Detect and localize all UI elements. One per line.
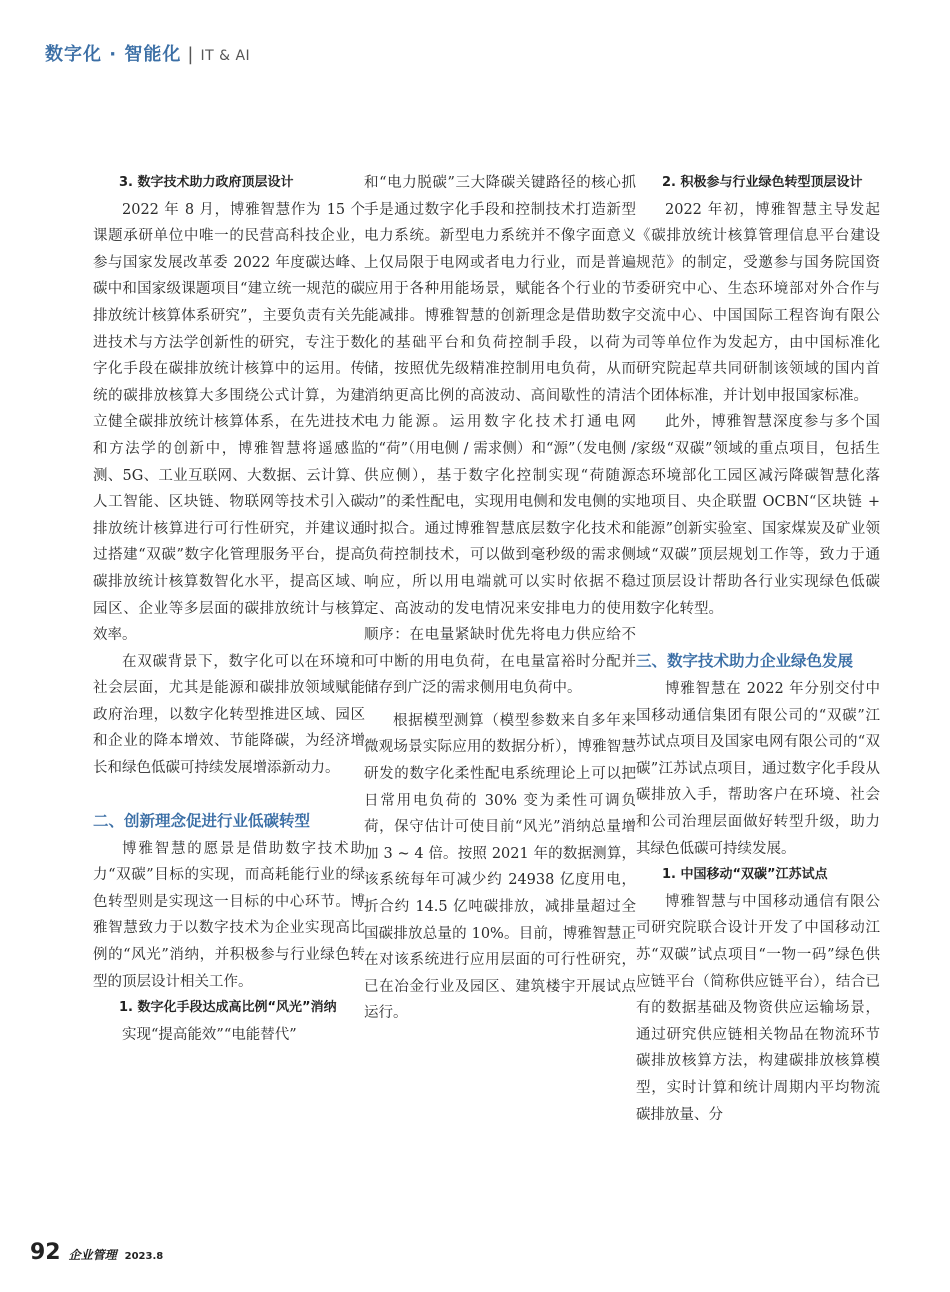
- paragraph: 2022 年初，博雅智慧主导发起《碳排放统计核算管理信息平台建设规范》的制定，受邀参与国务院国资委研究中心、生态环境部对外合作与交流中心、中国国际工程咨询有限公司等单位作为发起方，由中国标准化研究院起草共同研制该领域的国内首个团体标准，并计划申报国家标准。: [636, 201, 880, 404]
- running-header: [45, 40, 250, 66]
- subheading-china-mobile: 1. 中国移动“双碳”江苏试点: [662, 867, 828, 883]
- paragraph: 和“电力脱碳”三大降碳关键路径的核心抓手是通过数字化手段和控制技术打造新型电力系统。新型电力系统并不像字面意义上仅局限于电网或者电力行业，而是普遍应用于各种用能场景，赋能各个行业的节能减排。博雅智慧的创新理念是借助数字化的基础平台和负荷控制手段，以荷为储，按照优先级精准控制用电负荷，从而消纳更高比例的高波动、高间歇性的清洁电力能源。运用数字化技术打通电网的“荷”（用电侧 / 需求侧）和“源”（发电侧 / 供应侧），基于数字化控制实现“荷随源动”的柔性配电，实现用电侧和发电侧的实时拟合。通过博雅智慧底层数字化技术和负荷控制技术，可以做到毫秒级的需求侧响应，所以用电端就可以实时依据不稳定、高波动的发电情况来安排电力的使用顺序：在电量紧缺时优先将电力供应给不可中断的用电负荷，在电量富裕时分配并储存到广泛的需求侧用电负荷中。: [364, 175, 636, 697]
- subheading-wind-solar: 1. 数字化手段达成高比例“风光”消纳: [119, 1000, 337, 1016]
- header-title: 数字化 · 智能化: [45, 44, 182, 65]
- paragraph: 博雅智慧在 2022 年分别交付中国移动通信集团有限公司的“双碳”江苏试点项目及国家电网有限公司的“双碳”江苏试点项目，通过数字化手段从碳排放入手，帮助客户在环境、社会和公司治理层面做好转型升级，助力其绿色低碳可持续发展。: [636, 681, 880, 857]
- subheading-gov-design: 3. 数字技术助力政府顶层设计: [119, 175, 294, 190]
- header-subtitle: IT & AI: [200, 48, 251, 64]
- subheading-industry-design: 2. 积极参与行业绿色转型顶层设计: [662, 175, 863, 190]
- section-heading-3: 三、数字技术助力企业绿色发展: [636, 652, 854, 671]
- page-footer: [30, 1240, 163, 1265]
- paragraph: 此外，博雅智慧深度参与多个国家级“双碳”领域的重点项目，包括生态环境部化工园区减污降碳智慧化落地项目、央企联盟 OCBN“区块链 + 能源”创新实验室、国家煤炭及矿业领域“双碳”顶层规划工作等，致力于通过顶层设计帮助各行业实现绿色低碳数字化转型。: [636, 414, 880, 617]
- column-right: [636, 170, 880, 1128]
- section-heading-2: 二、创新理念促进行业低碳转型: [93, 811, 311, 830]
- issue-date: 2023.8: [124, 1251, 164, 1262]
- paragraph: 根据模型测算（模型参数来自多年来微观场景实际应用的数据分析），博雅智慧研发的数字化柔性配电系统理论上可以把日常用电负荷的 30% 变为柔性可调负荷，保守估计可使目前“风光”消纳总量增加 3 ~ 4 倍。按照 2021 年的数据测算，该系统每年可减少约 24938 亿度用电，折合约 14.5 亿吨碳排放，减排量超过全国碳排放总量的 10%。目前，博雅智慧正在对该系统进行应用层面的可行性研究，已在冶金行业及园区、建筑楼宇开展试点运行。: [364, 712, 636, 1022]
- page-number: 92: [30, 1240, 61, 1265]
- paragraph: 博雅智慧的愿景是借助数字技术助力“双碳”目标的实现，而高耗能行业的绿色转型则是实现这一目标的中心环节。博雅智慧致力于以数字技术为企业实现高比例的“风光”消纳，并积极参与行业绿色转型的顶层设计相关工作。: [93, 840, 365, 990]
- column-middle: [364, 170, 636, 1027]
- header-separator: |: [187, 44, 195, 65]
- paragraph: 在双碳背景下，数字化可以在环境和社会层面，尤其是能源和碳排放领域赋能政府治理，以数字化转型推进区域、园区和企业的降本增效、节能降碳，为经济增长和绿色低碳可持续发展增添新动力。: [93, 653, 365, 777]
- paragraph: 实现“提高能效”“电能替代”: [122, 1026, 297, 1043]
- column-left: [93, 170, 365, 1048]
- paragraph: 2022 年 8 月，博雅智慧作为 15 个课题承研单位中唯一的民营高科技企业，参与国家发展改革委 2022 年度碳达峰、碳中和国家级课题项目“建立统一规范的碳排放统计核算体系研究”，主要负责有关先进技术与方法学创新性的研究，专注于数字化手段在碳排放统计核算中的运用。传统的碳排放核算大多围绕公式计算，为建立健全碳排放统计核算体系，在先进技术和方法学的创新中，博雅智慧将遥感监测、5G、工业互联网、大数据、云计算、人工智能、区块链、物联网等技术引入碳排放统计核算进行可行性研究，并建议通过搭建“双碳”数字化管理服务平台，提高碳排放统计核算数智化水平，提高区域、园区、企业等多层面的碳排放统计与核算效率。: [93, 201, 365, 644]
- magazine-logo: 企业管理: [68, 1248, 117, 1262]
- paragraph: 博雅智慧与中国移动通信有限公司研究院联合设计开发了中国移动江苏“双碳”试点项目“一物一码”绿色供应链平台（简称供应链平台），结合已有的数据基础及物资供应运输场景，通过研究供应链相关物品在物流环节碳排放核算方法，构建碳排放核算模型，实时计算和统计周期内平均物流碳排放量、分: [636, 893, 880, 1123]
